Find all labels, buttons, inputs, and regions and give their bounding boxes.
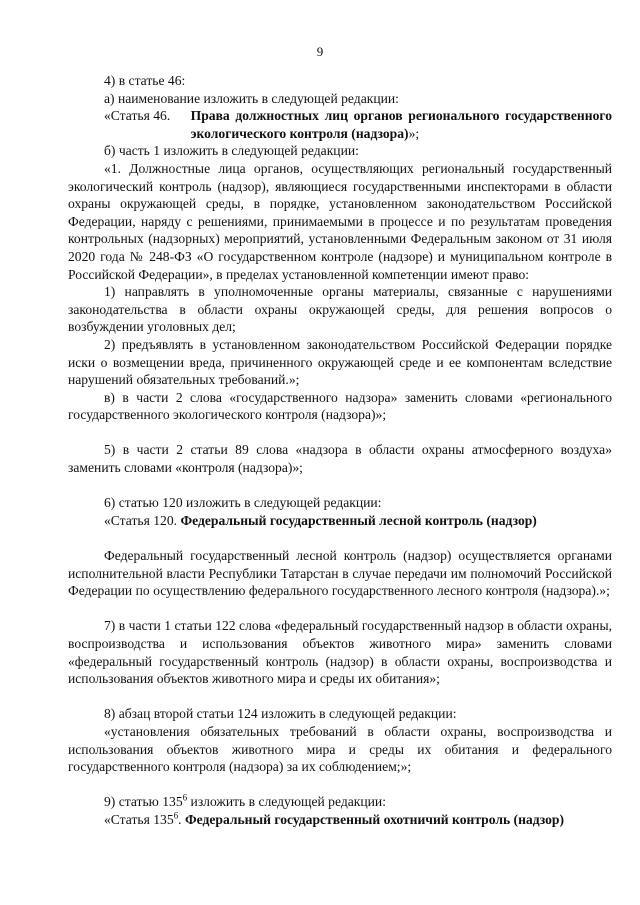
article-120-text: Федеральный государственный лесной контроль (надзор) осуществляется органами исполнительной власти Республики Татарстан в случае передачи им полномочий Российской Федерации по осуществлению федерального государственного лесного контроля (надзора).»; [68,548,612,599]
item-9: 9) статью $135^6$ изложить в следующей редакции: [104,792,386,810]
document-body [68,72,612,829]
article-46-title: Права должностных лиц органов регионального государственного экологического контроля (надзора)»; [190,108,612,141]
subitem-a: а) наименование изложить в следующей редакции: [104,90,399,106]
item-6: 6) статью 120 изложить в следующей редакции: [104,495,382,511]
article-135-6-heading: «Статья $135^6$. Федеральный государственный охотничий контроль (надзор) [104,810,565,827]
part-1-text: «1. Должностные лица органов, осуществляющих региональный государственный экологический контроль (надзор), являющиеся государственными инспекторами в области охраны окружающей среды, в порядке, установленном законодательством Российской Федерации, наряду с решениями, принимаемыми в процессе и по результатам проведения контрольных (надзорных) мероприятий, установленными Федеральным законом от 31 июля 2020 года № 248-ФЗ «О государственном контроле (надзоре) и муниципальном контроле в Российской Федерации», в пределах установленной компетенции имеют право: [68,160,612,282]
item-5: 5) в части 2 статьи 89 слова «надзора в области охраны атмосферного воздуха» заменить словами «контроля (надзора)»; [68,442,612,476]
item-8: 8) абзац второй статьи 124 изложить в следующей редакции: [104,706,457,722]
item-4: 4) в статье 46: [104,73,186,88]
article-120-heading: «Статья 120. Федеральный государственный лесной контроль (надзор) [104,512,537,528]
article-46-heading [68,107,612,142]
article-124-text: «установления обязательных требований в области охраны, воспроизводства и использования объектов животного мира и среды их обитания и федерального государственного контроля (надзора) за их соблюдением;»; [68,723,612,775]
point-1: 1) направлять в уполномоченные органы материалы, связанные с нарушениями законодательства в области охраны окружающей среды, для решения вопросов о возбуждении уголовных дел; [68,284,612,335]
item-7: 7) в части 1 статьи 122 слова «федеральный государственный надзор в области охраны, воспроизводства и использования объектов животного мира» заменить словами «федеральный государственный контроль (надзор) в области охраны, воспроизводства и использования объектов животного мира и среды их обитания»; [68,618,612,687]
subitem-v: в) в части 2 слова «государственного надзора» заменить словами «регионального государственного экологического контроля (надзора)»; [68,389,612,423]
article-46-label: «Статья 46. [104,108,171,124]
article-135-6-title: Федеральный государственный охотничий контроль (надзор) [184,811,565,827]
page-number: 9 [316,44,324,59]
subitem-b: б) часть 1 изложить в следующей редакции: [104,143,359,159]
article-120-title: Федеральный государственный лесной контроль (надзор) [180,512,537,528]
point-2: 2) предъявлять в установленном законодательством Российской Федерации порядке иски о возмещении вреда, причиненного окружающей среде и ее компонентам вследствие нарушений обязательных требований.»; [68,336,612,388]
